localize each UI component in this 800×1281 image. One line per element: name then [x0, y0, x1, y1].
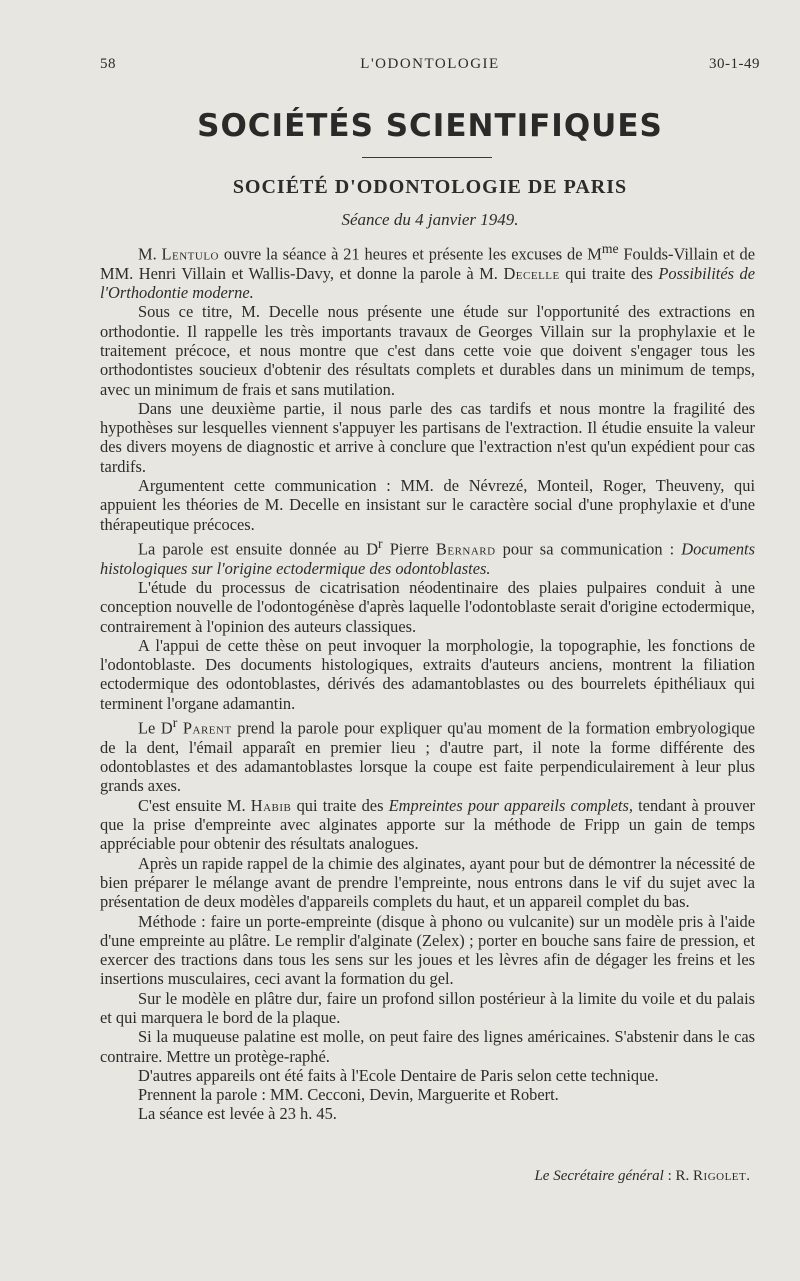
talk-title: Possibilités de l'Orthodontie moderne. [100, 263, 755, 303]
issue-date: 30-1-49 [709, 56, 760, 72]
person-name: Habib [250, 795, 292, 815]
paragraph: Sur le modèle en plâtre dur, faire un profond sillon postérieur à la limite du voile et du palais et qui marquera le bord de la plaque. [100, 988, 755, 1027]
session-date: Séance du 4 janvier 1949. [341, 210, 519, 229]
paragraph: L'étude du processus de cicatrisation néodentinaire des plaies pulpaires conduit à une conception nouvelle de l'odontogénèse d'après laquelle l'odontoblaste serait d'origine ectodermique, contrairement à l'opinion des auteurs classiques. [100, 577, 755, 636]
person-name: Decelle [503, 263, 560, 283]
paragraph: C'est ensuite M. Habib qui traite des Empreintes pour appareils complets, tendant à prouver que la prise d'empreinte avec alginates apporte sur la méthode de Fripp un gain de temps appréciable pour obtenir des résultats analogues. [100, 795, 755, 854]
journal-title: L'ODONTOLOGIE [360, 56, 500, 72]
signature-role: Le Secrétaire général [534, 1168, 664, 1184]
person-name: Parent [182, 718, 232, 738]
society-heading: SOCIÉTÉ D'ODONTOLOGIE DE PARIS [232, 176, 628, 198]
paragraph: Dans une deuxième partie, il nous parle des cas tardifs et nous montre la fragilité des hypothèses sur lesquelles viennent s'appuyer les partisans de l'extraction. Il étudie ensuite la valeur des divers moyens de diagnostic et arrive à conclure que l'extraction n'est qu'un expédient pour cas tardifs. [100, 398, 755, 476]
paragraph: Après un rapide rappel de la chimie des alginates, ayant pour but de démontrer la nécessité de bien préparer le mélange avant de prendre l'empreinte, nous entrons dans le vif du sujet avec la présentation de deux modèles d'appareils complets du haut, et un appareil complet du bas. [100, 853, 755, 912]
paragraph: A l'appui de cette thèse on peut invoquer la morphologie, la topographie, les fonctions de l'odontoblaste. Des documents histologiques, extraits d'auteurs anciens, montrent la filiation ectodermique des odontoblastes, dérivés des adamantoblastes ou des bourrelets épithéliaux qui terminent l'organe adamantin. [100, 635, 755, 713]
section-title: SOCIÉTÉS SCIENTIFIQUES [197, 108, 663, 144]
person-name: Bernard [435, 539, 496, 559]
paragraph: Prennent la parole : MM. Cecconi, Devin, Marguerite et Robert. [138, 1085, 559, 1105]
signatory-name: Rigolet [693, 1168, 747, 1184]
paragraph: Le $D^r$ Parent prend la parole pour expliquer qu'au moment de la formation embryologique de la dent, l'émail apparaît en premier lieu ; d'autre part, il note la forme différente des odontoblastes et des adamantoblastes lorsque la coupe est faite perpendiculairement à leur plus grands axes. [100, 715, 755, 796]
signature: Le Secrétaire général : R. Rigolet. [534, 1168, 750, 1184]
paragraph: Méthode : faire un porte-empreinte (disque à phono ou vulcanite) sur un modèle pris à l'aide d'une empreinte au plâtre. Le remplir d'alginate (Zelex) ; porter en bouche sans faire de pression, et exercer des tractions dans tous les sens sur les joues et les lèvres afin de dégager les freins et les insertions musculaires, ceci avant la formation du gel. [100, 911, 755, 989]
paragraph: D'autres appareils ont été faits à l'Ecole Dentaire de Paris selon cette technique. [138, 1065, 659, 1085]
paragraph: Argumentent cette communication : MM. de Névrezé, Monteil, Roger, Theuveny, qui appuient les théories de M. Decelle en insistant sur le caractère social d'une prophylaxie et d'une thérapeutique précoces. [100, 476, 755, 534]
article-body [100, 239, 755, 1124]
talk-title: Documents histologiques sur l'origine ectodermique des odontoblastes. [100, 539, 755, 578]
title-divider [362, 157, 492, 158]
paragraph: La parole est ensuite donnée au $D^r$ Pierre Bernard pour sa communication : Documents histologiques sur l'origine ectodermique des odontoblastes. [100, 535, 755, 578]
paragraph: Sous ce titre, M. Decelle nous présente une étude sur l'opportunité des extractions en orthodontie. Il rappelle les très importants travaux de Georges Villain sur la prophylaxie et le traitement précoce, et nous montre que c'est dans cette voie que doivent s'engager tous les orthodontistes soucieux d'obtenir des résultats complets et durables dans un minimum de temps, avec un minimum de frais et sans mutilation. [100, 302, 755, 399]
talk-title: Empreintes pour appareils complets, [388, 795, 633, 815]
paragraph: Si la muqueuse palatine est molle, on peut faire des lignes américaines. S'abstenir dans le cas contraire. Mettre un protège-raphé. [100, 1027, 755, 1066]
paragraph: M. Lentulo ouvre la séance à 21 heures et présente les excuses de $M^{me}$ Foulds-Villain et de MM. Henri Villain et Wallis-Davy, et donne la parole à M. Decelle qui traite des Possibilités de l'Orthodontie moderne. [100, 241, 755, 303]
person-name: Lentulo [161, 244, 220, 264]
paragraph: La séance est levée à 23 h. 45. [138, 1104, 337, 1124]
page-number: 58 [100, 56, 116, 72]
